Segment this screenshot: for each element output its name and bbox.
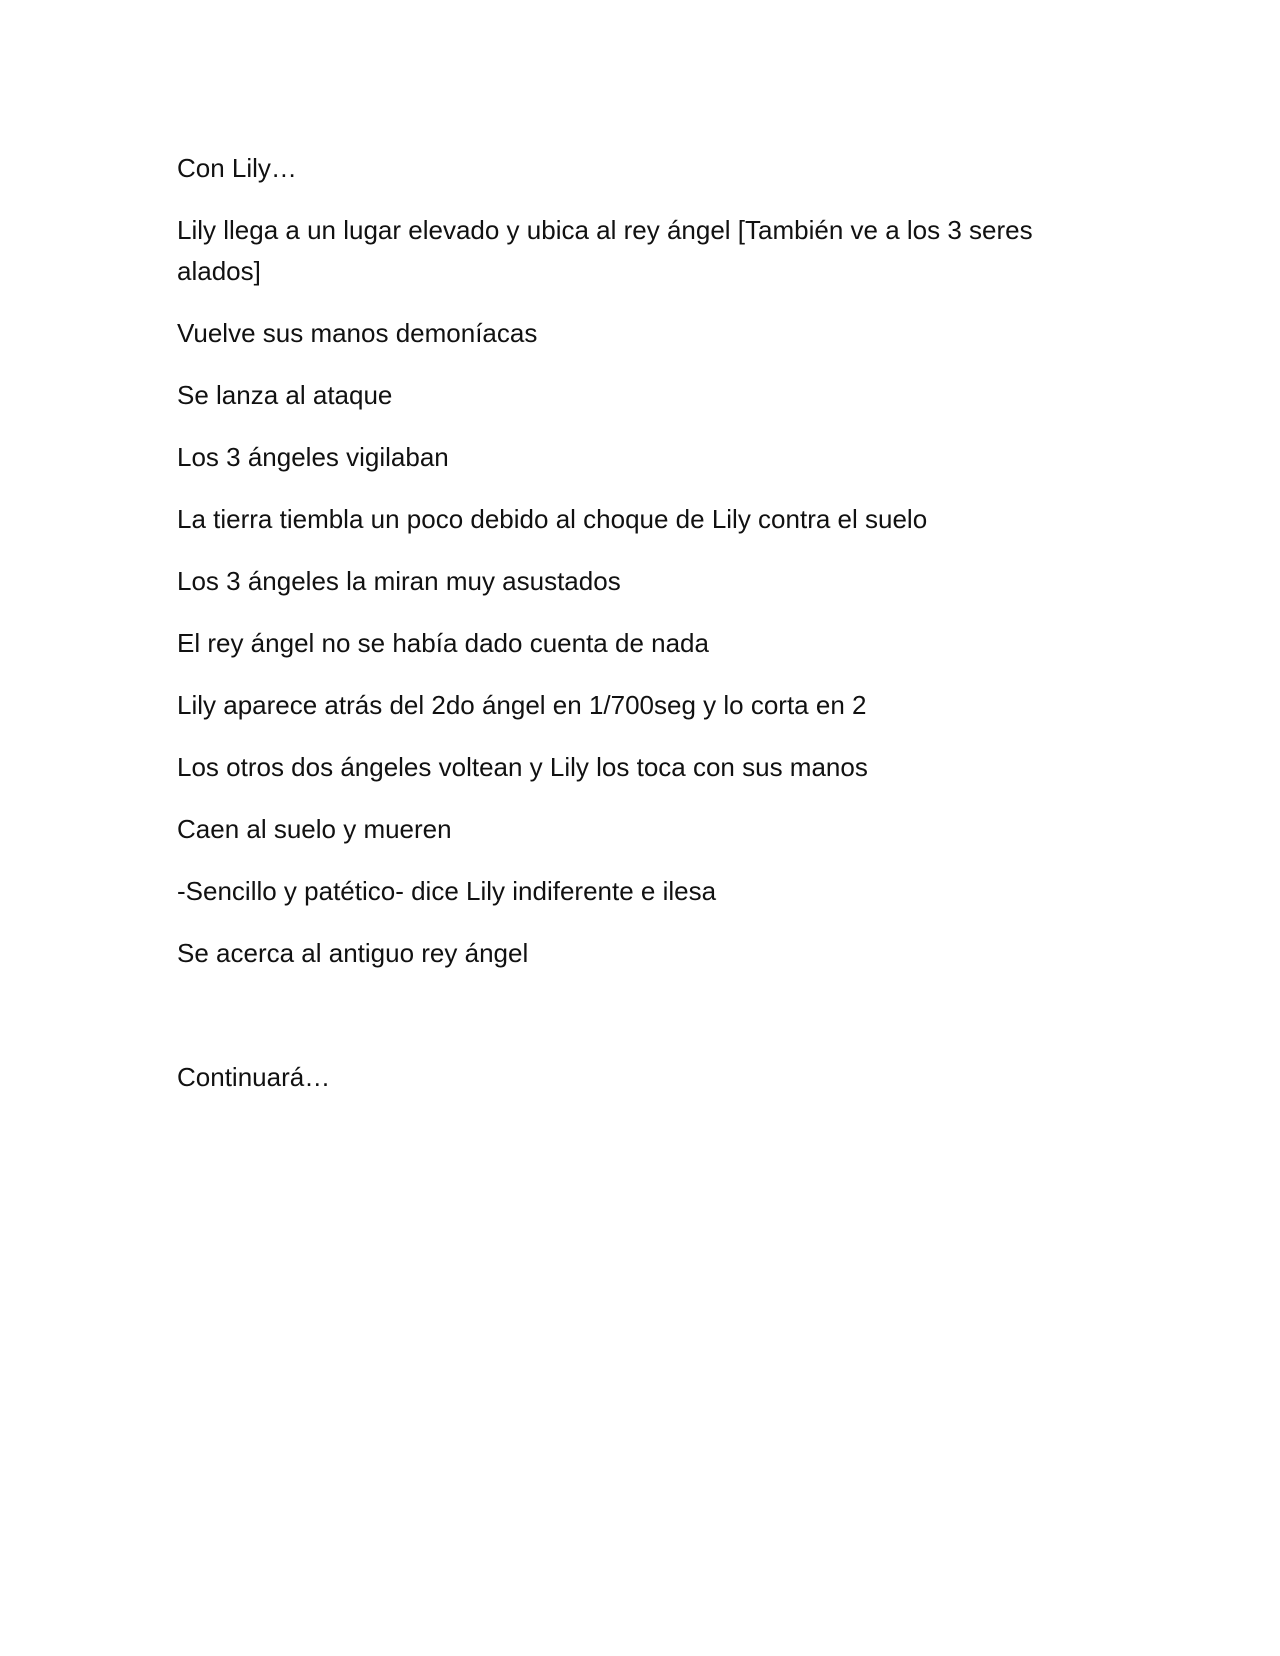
closing-line: Continuará… — [177, 1062, 331, 1092]
paragraph: Los 3 ángeles la miran muy asustados — [177, 566, 621, 596]
document-body — [177, 148, 1057, 1119]
paragraph: Lily llega a un lugar elevado y ubica al rey ángel [También ve a los 3 seres alados] — [177, 215, 1033, 286]
paragraph: La tierra tiembla un poco debido al choque de Lily contra el suelo — [177, 504, 928, 534]
blank-line — [177, 995, 1057, 1057]
paragraph: Se acerca al antiguo rey ángel — [177, 938, 529, 968]
paragraph: Lily aparece atrás del 2do ángel en 1/700seg y lo corta en 2 — [177, 690, 867, 720]
paragraph: Los 3 ángeles vigilaban — [177, 442, 449, 472]
paragraph: El rey ángel no se había dado cuenta de nada — [177, 628, 709, 658]
paragraph: Caen al suelo y mueren — [177, 814, 452, 844]
paragraph: Se lanza al ataque — [177, 380, 393, 410]
paragraph: Vuelve sus manos demoníacas — [177, 318, 538, 348]
paragraph: -Sencillo y patético- dice Lily indiferente e ilesa — [177, 876, 717, 906]
paragraph: Los otros dos ángeles voltean y Lily los toca con sus manos — [177, 752, 868, 782]
paragraph: Con Lily… — [177, 153, 297, 183]
